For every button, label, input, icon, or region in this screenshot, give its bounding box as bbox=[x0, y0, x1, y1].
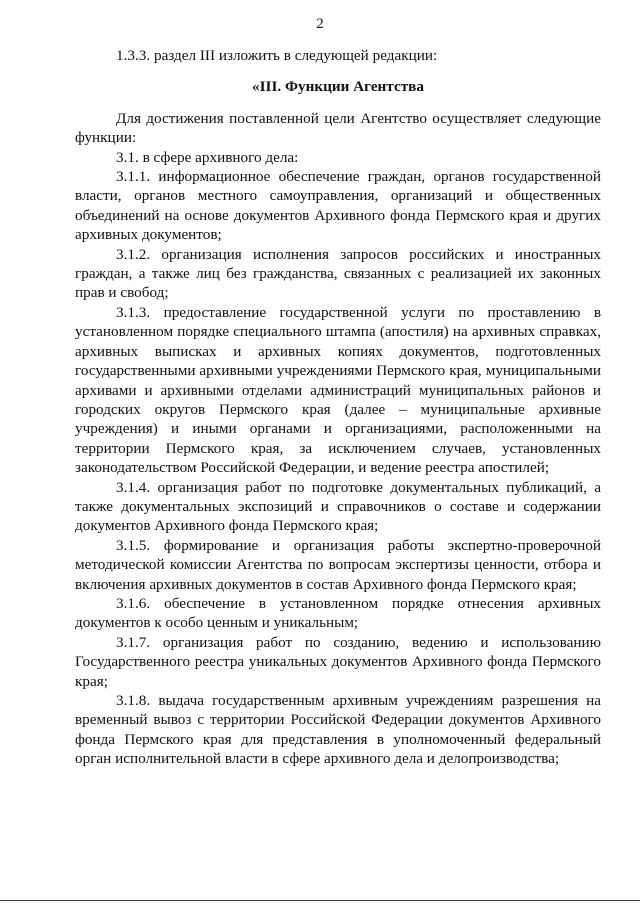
paragraph-3-1-2: 3.1.2. организация исполнения запросов российских и иностранных граждан, а также лиц без гражданства, связанных с реализацией их законных прав и свобод; bbox=[75, 245, 601, 302]
paragraph-3-1-3: 3.1.3. предоставление государственной услуги по проставлению в установленном порядке специального штампа (апостиля) на архивных справках, архивных выписках и архивных копиях документов, подготовленных государственными архивными учреждениями Пермского края, муниципальными архивами и архивными отделами администраций муниципальных районов и городских округов Пермского края (далее – муниципальные архивные учреждения) и иными органами и организациями, расположенными на территории Пермского края, за исключением случаев, установленных законодательством Российской Федерации, и ведение реестра апостилей; bbox=[75, 303, 601, 477]
paragraph-3-1-1: 3.1.1. информационное обеспечение граждан, органов государственной власти, органов местного самоуправления, организаций и общественных объединений на основе документов Архивного фонда Пермского края и других архивных документов; bbox=[75, 168, 601, 244]
paragraph-3-1: 3.1. в сфере архивного дела: bbox=[116, 148, 299, 166]
page-number: 2 bbox=[316, 16, 324, 32]
paragraph-3-1-8: 3.1.8. выдача государственным архивным учреждениям разрешения на временный вывоз с территории Российской Федерации документов Архивного фонда Пермского края для представления в уполномоченный федеральный орган исполнительной власти в сфере архивного дела и делопроизводства; bbox=[75, 692, 601, 768]
paragraph-3-1-5: 3.1.5. формирование и организация работы экспертно-проверочной методической комиссии Агентства по вопросам экспертизы ценности, отбора и включения архивных документов в состав Архивного фонда Пермского края; bbox=[75, 536, 601, 593]
paragraph-3-1-4: 3.1.4. организация работ по подготовке документальных публикаций, а также документальных экспозиций и справочников о составе и содержании документов Архивного фонда Пермского края; bbox=[75, 478, 601, 535]
document-body bbox=[75, 46, 601, 769]
section-title: «III. Функции Агентства bbox=[252, 78, 424, 96]
paragraph-3-1-7: 3.1.7. организация работ по созданию, ведению и использованию Государственного реестра уникальных документов Архивного фонда Пермского края; bbox=[75, 633, 601, 690]
amendment-intro: 1.3.3. раздел III изложить в следующей редакции: bbox=[116, 47, 438, 64]
paragraph-3-1-6: 3.1.6. обеспечение в установленном порядке отнесения архивных документов к особо ценным и уникальным; bbox=[75, 594, 601, 632]
page-bottom-divider bbox=[0, 900, 640, 901]
paragraph-intro: Для достижения поставленной цели Агентство осуществляет следующие функции: bbox=[75, 109, 601, 147]
